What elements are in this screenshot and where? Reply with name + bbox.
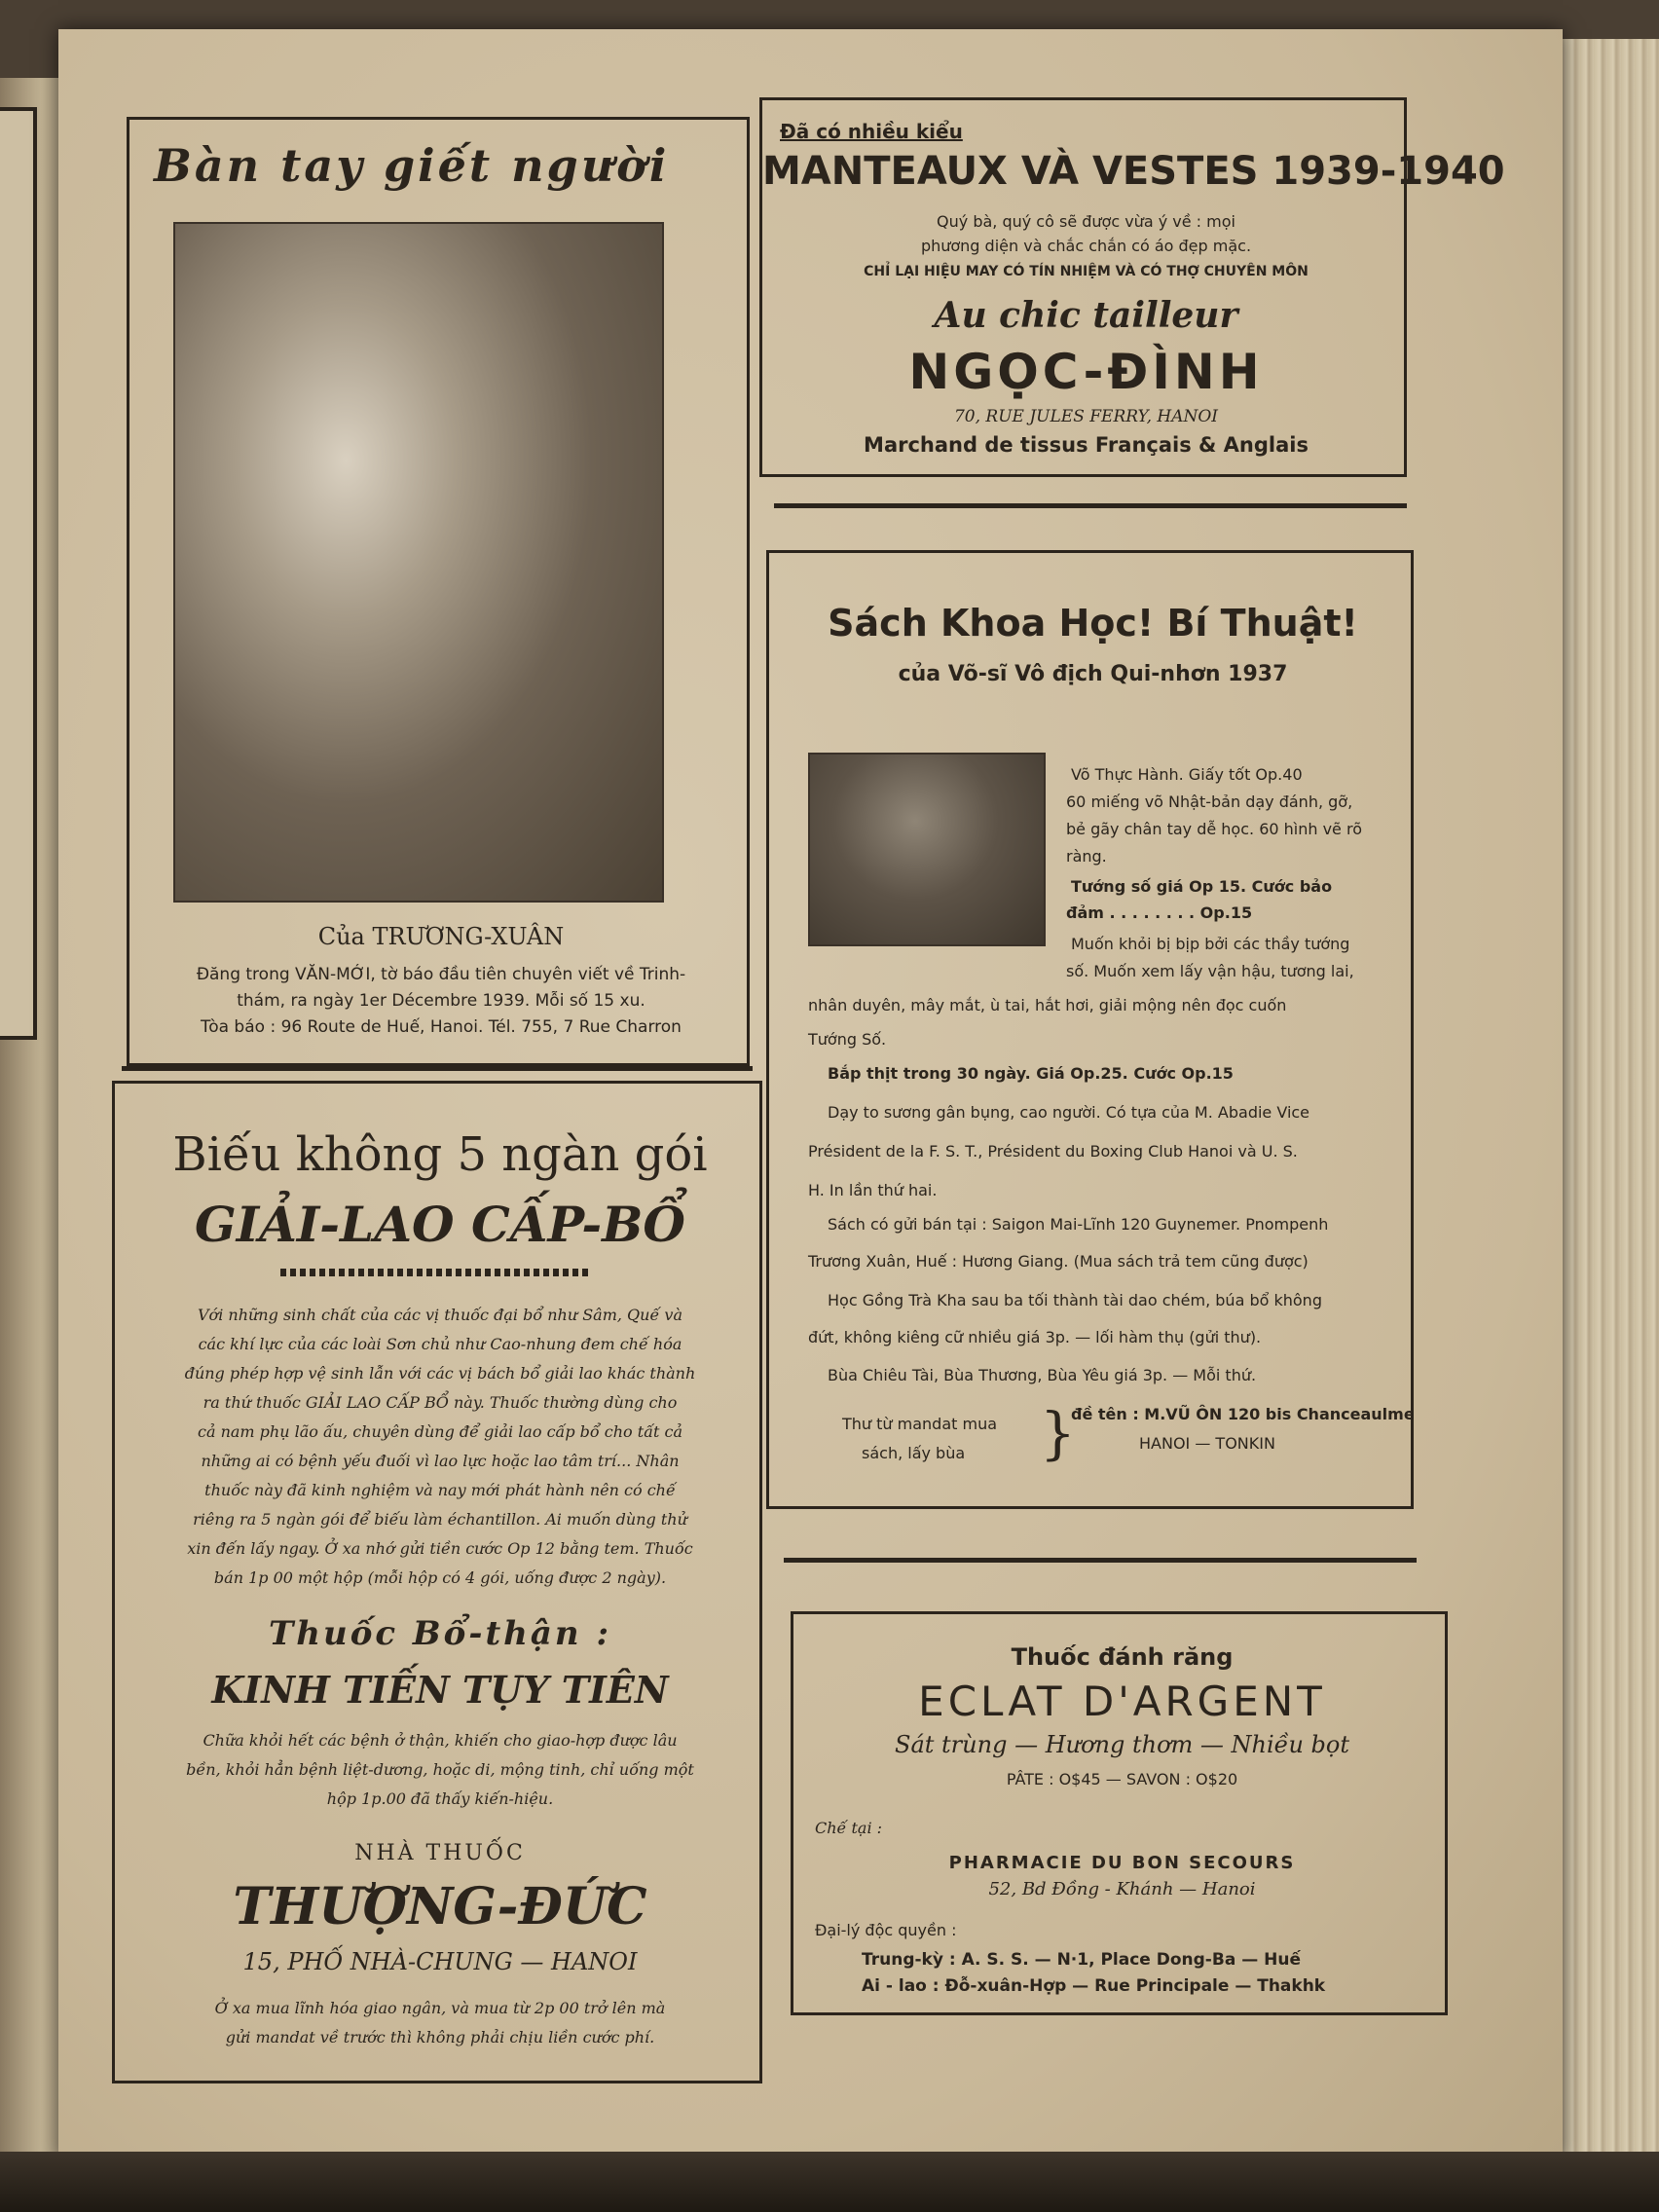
- ad-books-p7: Bùa Chiêu Tài, Bùa Thương, Bùa Yêu giá 3p. — Mỗi thứ.: [828, 1366, 1257, 1384]
- ad-tailor-address: 70, RUE JULES FERRY, HANOI: [953, 407, 1219, 426]
- ad-medicine-body9: xin đến lấy ngay. Ở xa nhớ gửi tiền cước Op 12 bằng tem. Thuốc: [187, 1539, 693, 1558]
- ad-medicine-head1: Biếu không 5 ngàn gói: [172, 1127, 708, 1182]
- ad-tailor-headline: MANTEAUX VÀ VESTES 1939-1940: [762, 149, 1505, 194]
- ad-books-p1b: 60 miếng võ Nhật-bản dạy đánh, gỡ,: [1066, 793, 1353, 811]
- ad-toothpaste-agent2: Ai - lao : Đỗ-xuân-Hợp — Rue Principale — Thakhk: [862, 1976, 1326, 1996]
- ad-books-p2e: nhân duyên, mây mắt, ù tai, hắt hơi, giải mộng nên đọc cuốn: [808, 996, 1287, 1014]
- ad-books-p4c: H. In lần thứ hai.: [808, 1181, 938, 1199]
- ad-medicine-pharmacy: THƯỢNG-ĐỨC: [233, 1877, 647, 1936]
- ad-novel-author: Của TRƯƠNG-XUÂN: [317, 923, 565, 950]
- ad-tailor-line3: CHỈ LẠI HIỆU MAY CÓ TÍN NHIỆM VÀ CÓ THỢ CHUYÊN MÔN: [864, 264, 1309, 279]
- ad-books-order-right2: HANOI — TONKIN: [1139, 1434, 1275, 1453]
- ad-medicine-foot2: gửi mandat về trước thì không phải chịu liền cước phí.: [225, 2028, 655, 2046]
- ad-books-order-left2: sách, lấy bùa: [862, 1444, 966, 1462]
- ad-medicine-body8: riêng ra 5 ngàn gói để biếu làm échantillon. Ai muốn dùng thử: [193, 1510, 687, 1529]
- ad-toothpaste-agent1: Trung-kỳ : A. S. S. — N·1, Place Dong-Ba — Huế: [862, 1950, 1301, 1970]
- ad-toothpaste-tagline: Sát trùng — Hương thơm — Nhiều bọt: [895, 1731, 1349, 1758]
- ad-toothpaste-kicker: Thuốc đánh răng: [1011, 1643, 1234, 1671]
- ad-tailor-brand: NGỌC-ĐÌNH: [908, 344, 1264, 400]
- ad-books-p5b: Trương Xuân, Huế : Hương Giang. (Mua sách trả tem cũng được): [808, 1252, 1309, 1271]
- ad-medicine-head2: GIẢI-LAO CẤP-BỔ: [195, 1196, 685, 1253]
- ad-novel: [127, 117, 750, 1066]
- ad-books-order-left1: Thư từ mandat mua: [842, 1415, 998, 1433]
- ad-novel-line1: Đăng trong VĂN-MỚI, tờ báo đầu tiên chuyên viết về Trinh-: [196, 965, 686, 984]
- ad-books: [766, 550, 1414, 1509]
- ad-books-p2d: số. Muốn xem lấy vận hậu, tương lai,: [1066, 962, 1354, 980]
- ad-toothpaste: [791, 1611, 1448, 2015]
- desk-shadow: [0, 2152, 1659, 2212]
- ad-medicine-body4: ra thứ thuốc GIẢI LAO CẤP BỔ này. Thuốc thường dùng cho: [203, 1393, 678, 1412]
- ad-books-p4b: Président de la F. S. T., Président du Boxing Club Hanoi và U. S.: [808, 1142, 1298, 1161]
- ad-medicine-body7: thuốc này đã kinh nghiệm và nay mới phát hành nên có chế: [204, 1481, 676, 1499]
- ad-books-title: Sách Khoa Học! Bí Thuật!: [828, 602, 1358, 645]
- ad-medicine: [112, 1081, 762, 2083]
- ad-books-p2b: đảm . . . . . . . . Op.15: [1066, 903, 1253, 922]
- ad-medicine-body13: hộp 1p.00 đã thấy kiến-hiệu.: [326, 1789, 554, 1808]
- ad-medicine-body1: Với những sinh chất của các vị thuốc đại bổ như Sâm, Quế và: [198, 1306, 682, 1324]
- ad-medicine-body5: cả nam phụ lão ấu, chuyên dùng để giải lao cấp bổ cho tất cả: [197, 1422, 683, 1441]
- ad-books-order-right1: đề tên : M.VŨ ÔN 120 bis Chanceaulme: [1071, 1405, 1415, 1423]
- ad-books-p1d: ràng.: [1066, 847, 1107, 866]
- ad-toothpaste-made-label: Chế tại :: [815, 1819, 883, 1837]
- boxer-photo: [808, 753, 1046, 946]
- ad-toothpaste-maker-addr: 52, Bd Đồng - Khánh — Hanoi: [988, 1879, 1256, 1899]
- ad-books-p6a: Học Gồng Trà Kha sau ba tối thành tài dao chém, búa bổ không: [828, 1291, 1322, 1309]
- ad-medicine-body6: những ai có bệnh yếu đuối vì lao lực hoặc lao tâm trí... Nhân: [201, 1452, 680, 1470]
- ad-books-p4a: Dạy to sương gân bụng, cao người. Có tựa của M. Abadie Vice: [828, 1103, 1310, 1122]
- ad-books-p2a: Tướng số giá Op 15. Cước bảo: [1071, 877, 1333, 896]
- ad-novel-line3: Tòa báo : 96 Route de Huế, Hanoi. Tél. 755, 7 Rue Charron: [201, 1017, 682, 1037]
- ad-novel-line2: thám, ra ngày 1er Décembre 1939. Mỗi số 15 xu.: [237, 991, 645, 1011]
- ad-tailor-kicker: Đã có nhiều kiểu: [780, 120, 963, 143]
- ad-novel-title: Bàn tay giết người: [154, 139, 670, 192]
- ad-books-p6b: đứt, không kiêng cữ nhiều giá 3p. — lối hàm thụ (gửi thư).: [808, 1328, 1262, 1346]
- divider-right-2: [784, 1558, 1417, 1563]
- ad-medicine-head3: Thuốc Bổ-thận :: [268, 1614, 612, 1653]
- ad-tailor-footer: Marchand de tissus Français & Anglais: [864, 433, 1309, 457]
- novel-illustration: [173, 222, 664, 903]
- ornament-rule: [280, 1269, 592, 1276]
- ad-medicine-body11: Chữa khỏi hết các bệnh ở thận, khiến cho giao-hợp được lâu: [203, 1731, 678, 1750]
- ad-toothpaste-prices: PÂTE : O$45 — SAVON : O$20: [1006, 1770, 1238, 1788]
- ad-books-p5a: Sách có gửi bán tại : Saigon Mai-Lĩnh 120 Guynemer. Pnompenh: [828, 1215, 1329, 1234]
- ad-tailor: [759, 97, 1505, 477]
- ad-books-p1a: Võ Thực Hành. Giấy tốt Op.40: [1071, 765, 1303, 784]
- ad-medicine-foot1: Ở xa mua lĩnh hóa giao ngân, và mua từ 2p 00 trở lên mà: [214, 1999, 666, 2017]
- ad-tailor-line2: phương diện và chắc chắn có áo đẹp mặc.: [920, 237, 1252, 255]
- ad-medicine-pharmacy-label: NHÀ THUỐC: [354, 1841, 526, 1865]
- ad-tailor-line1: Quý bà, quý cô sẽ được vừa ý về : mọi: [937, 212, 1235, 231]
- ad-toothpaste-brand: ECLAT D'ARGENT: [918, 1677, 1326, 1725]
- ad-books-p3: Bắp thịt trong 30 ngày. Giá Op.25. Cước Op.15: [828, 1064, 1234, 1083]
- divider-left-1: [122, 1066, 753, 1071]
- newspaper-page: [58, 29, 1563, 2161]
- ad-books-p1c: bẻ gãy chân tay dễ học. 60 hình vẽ rõ: [1066, 820, 1362, 838]
- ad-medicine-body12: bền, khỏi hẳn bệnh liệt-dương, hoặc di, mộng tinh, chỉ uống một: [186, 1760, 694, 1779]
- brace-icon: }: [1040, 1400, 1076, 1466]
- ad-books-p2c: Muốn khỏi bị bịp bởi các thầy tướng: [1071, 935, 1350, 953]
- ad-medicine-address: 15, PHỐ NHÀ-CHUNG — HANOI: [242, 1948, 638, 1975]
- ad-books-subtitle: của Võ-sĩ Vô địch Qui-nhơn 1937: [898, 662, 1288, 686]
- ad-medicine-body10: bán 1p 00 một hộp (mỗi hộp có 4 gói, uống được 2 ngày).: [213, 1568, 667, 1587]
- ad-medicine-body3: đúng phép hợp vệ sinh lẫn với các vị bách bổ giải lao khác thành: [184, 1364, 696, 1382]
- divider-right-1: [774, 503, 1407, 508]
- ad-toothpaste-agent-label: Đại-lý độc quyền :: [815, 1921, 957, 1939]
- ad-medicine-body2: các khí lực của các loài Sơn chủ như Cao-nhung đem chế hóa: [198, 1335, 682, 1353]
- ad-tailor-brand-script: Au chic tailleur: [934, 295, 1238, 336]
- ad-toothpaste-maker: PHARMACIE DU BON SECOURS: [948, 1853, 1296, 1873]
- ad-books-p2f: Tướng Số.: [808, 1030, 887, 1049]
- ad-medicine-head4: KINH TIẾN TỤY TIÊN: [211, 1668, 669, 1712]
